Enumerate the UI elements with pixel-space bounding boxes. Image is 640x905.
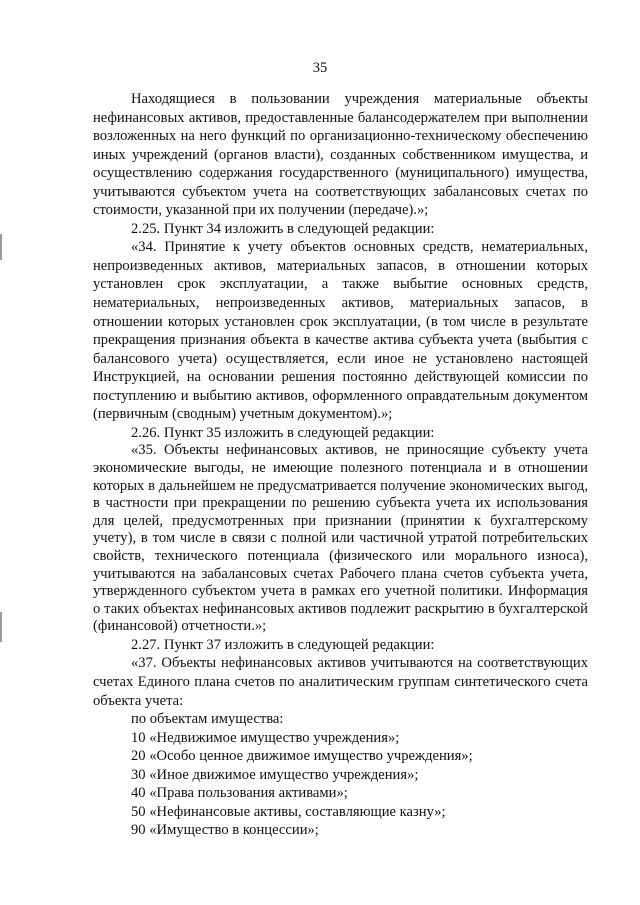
property-list-item-30: 30 «Иное движимое имущество учреждения»;: [131, 766, 419, 783]
property-list-heading: по объектам имущества:: [131, 711, 284, 728]
scan-edge-mark-bottom: [0, 612, 2, 642]
property-list-item-50: 50 «Нефинансовые активы, составляющие казну»;: [131, 803, 446, 820]
property-list-item-10: 10 «Недвижимое имущество учреждения»;: [131, 729, 400, 746]
paragraph-intro: Находящиеся в пользовании учреждения материальные объекты нефинансовых активов, предоставленные балансодержателем при выполнении возложенных на него функций по организационно-техническому обеспечению иных учреждений (органов власти), созданных собственником имущества, и осуществлению содержания государственного (муниципального) имущества, учитываются субъектом учета на соответствующих забалансовых счетах по стоимости, указанной при их получении (передаче).»;: [93, 91, 588, 219]
scan-edge-mark-top: [0, 234, 2, 260]
property-list-item-40: 40 «Права пользования активами»;: [131, 785, 348, 802]
paragraph-point-34: «34. Принятие к учету объектов основных средств, нематериальных, непроизведенных активов, материальных запасов, в отношении которых установлен срок эксплуатации, а также выбытие основных средств, нематериальных, непроизведенных активов, материальных запасов, в отношении которых установлен срок эксплуатации, (в том числе в результате прекращения признания объекта в качестве актива субъекта учета (выбытия с балансового учета) осуществляется, если иное не установлено настоящей Инструкцией, на основании решения постоянно действующей комиссии по поступлению и выбытию активов, оформленного оправдательным документом (первичным (сводным) учетным документом).»;: [93, 239, 588, 423]
paragraph-point-37: «37. Объекты нефинансовых активов учитываются на соответствующих счетах Единого плана счетов по аналитическим группам синтетического счета объекта учета:: [93, 655, 588, 709]
paragraph-clause-2-26: 2.26. Пункт 35 изложить в следующей редакции:: [131, 424, 435, 441]
property-list-item-90: 90 «Имущество в концессии»;: [131, 822, 319, 839]
page-number: 35: [312, 60, 328, 76]
paragraph-clause-2-25: 2.25. Пункт 34 изложить в следующей редакции:: [131, 220, 435, 237]
document-body: [93, 90, 588, 840]
property-list-item-20: 20 «Особо ценное движимое имущество учреждения»;: [131, 748, 473, 765]
paragraph-point-35: «35. Объекты нефинансовых активов, не приносящие субъекту учета экономические выгоды, не имеющие полезного потенциала и в отношении которых в дальнейшем не предусматривается получение экономических выгод, в частности при прекращении по решению субъекта учета их использования для целей, предусмотренных при признании (принятии к бухгалтерскому учету), в том числе в связи с полной или частичной утратой потребительских свойств, технического потенциала (физического или морального износа), учитываются на забалансовых счетах Рабочего плана счетов субъекта учета, утвержденного субъектом учета в рамках его учетной политики. Информация о таких объектах нефинансовых активов подлежит раскрытию в бухгалтерской (финансовой) отчетности.»;: [93, 442, 588, 635]
paragraph-clause-2-27: 2.27. Пункт 37 изложить в следующей редакции:: [131, 636, 435, 653]
